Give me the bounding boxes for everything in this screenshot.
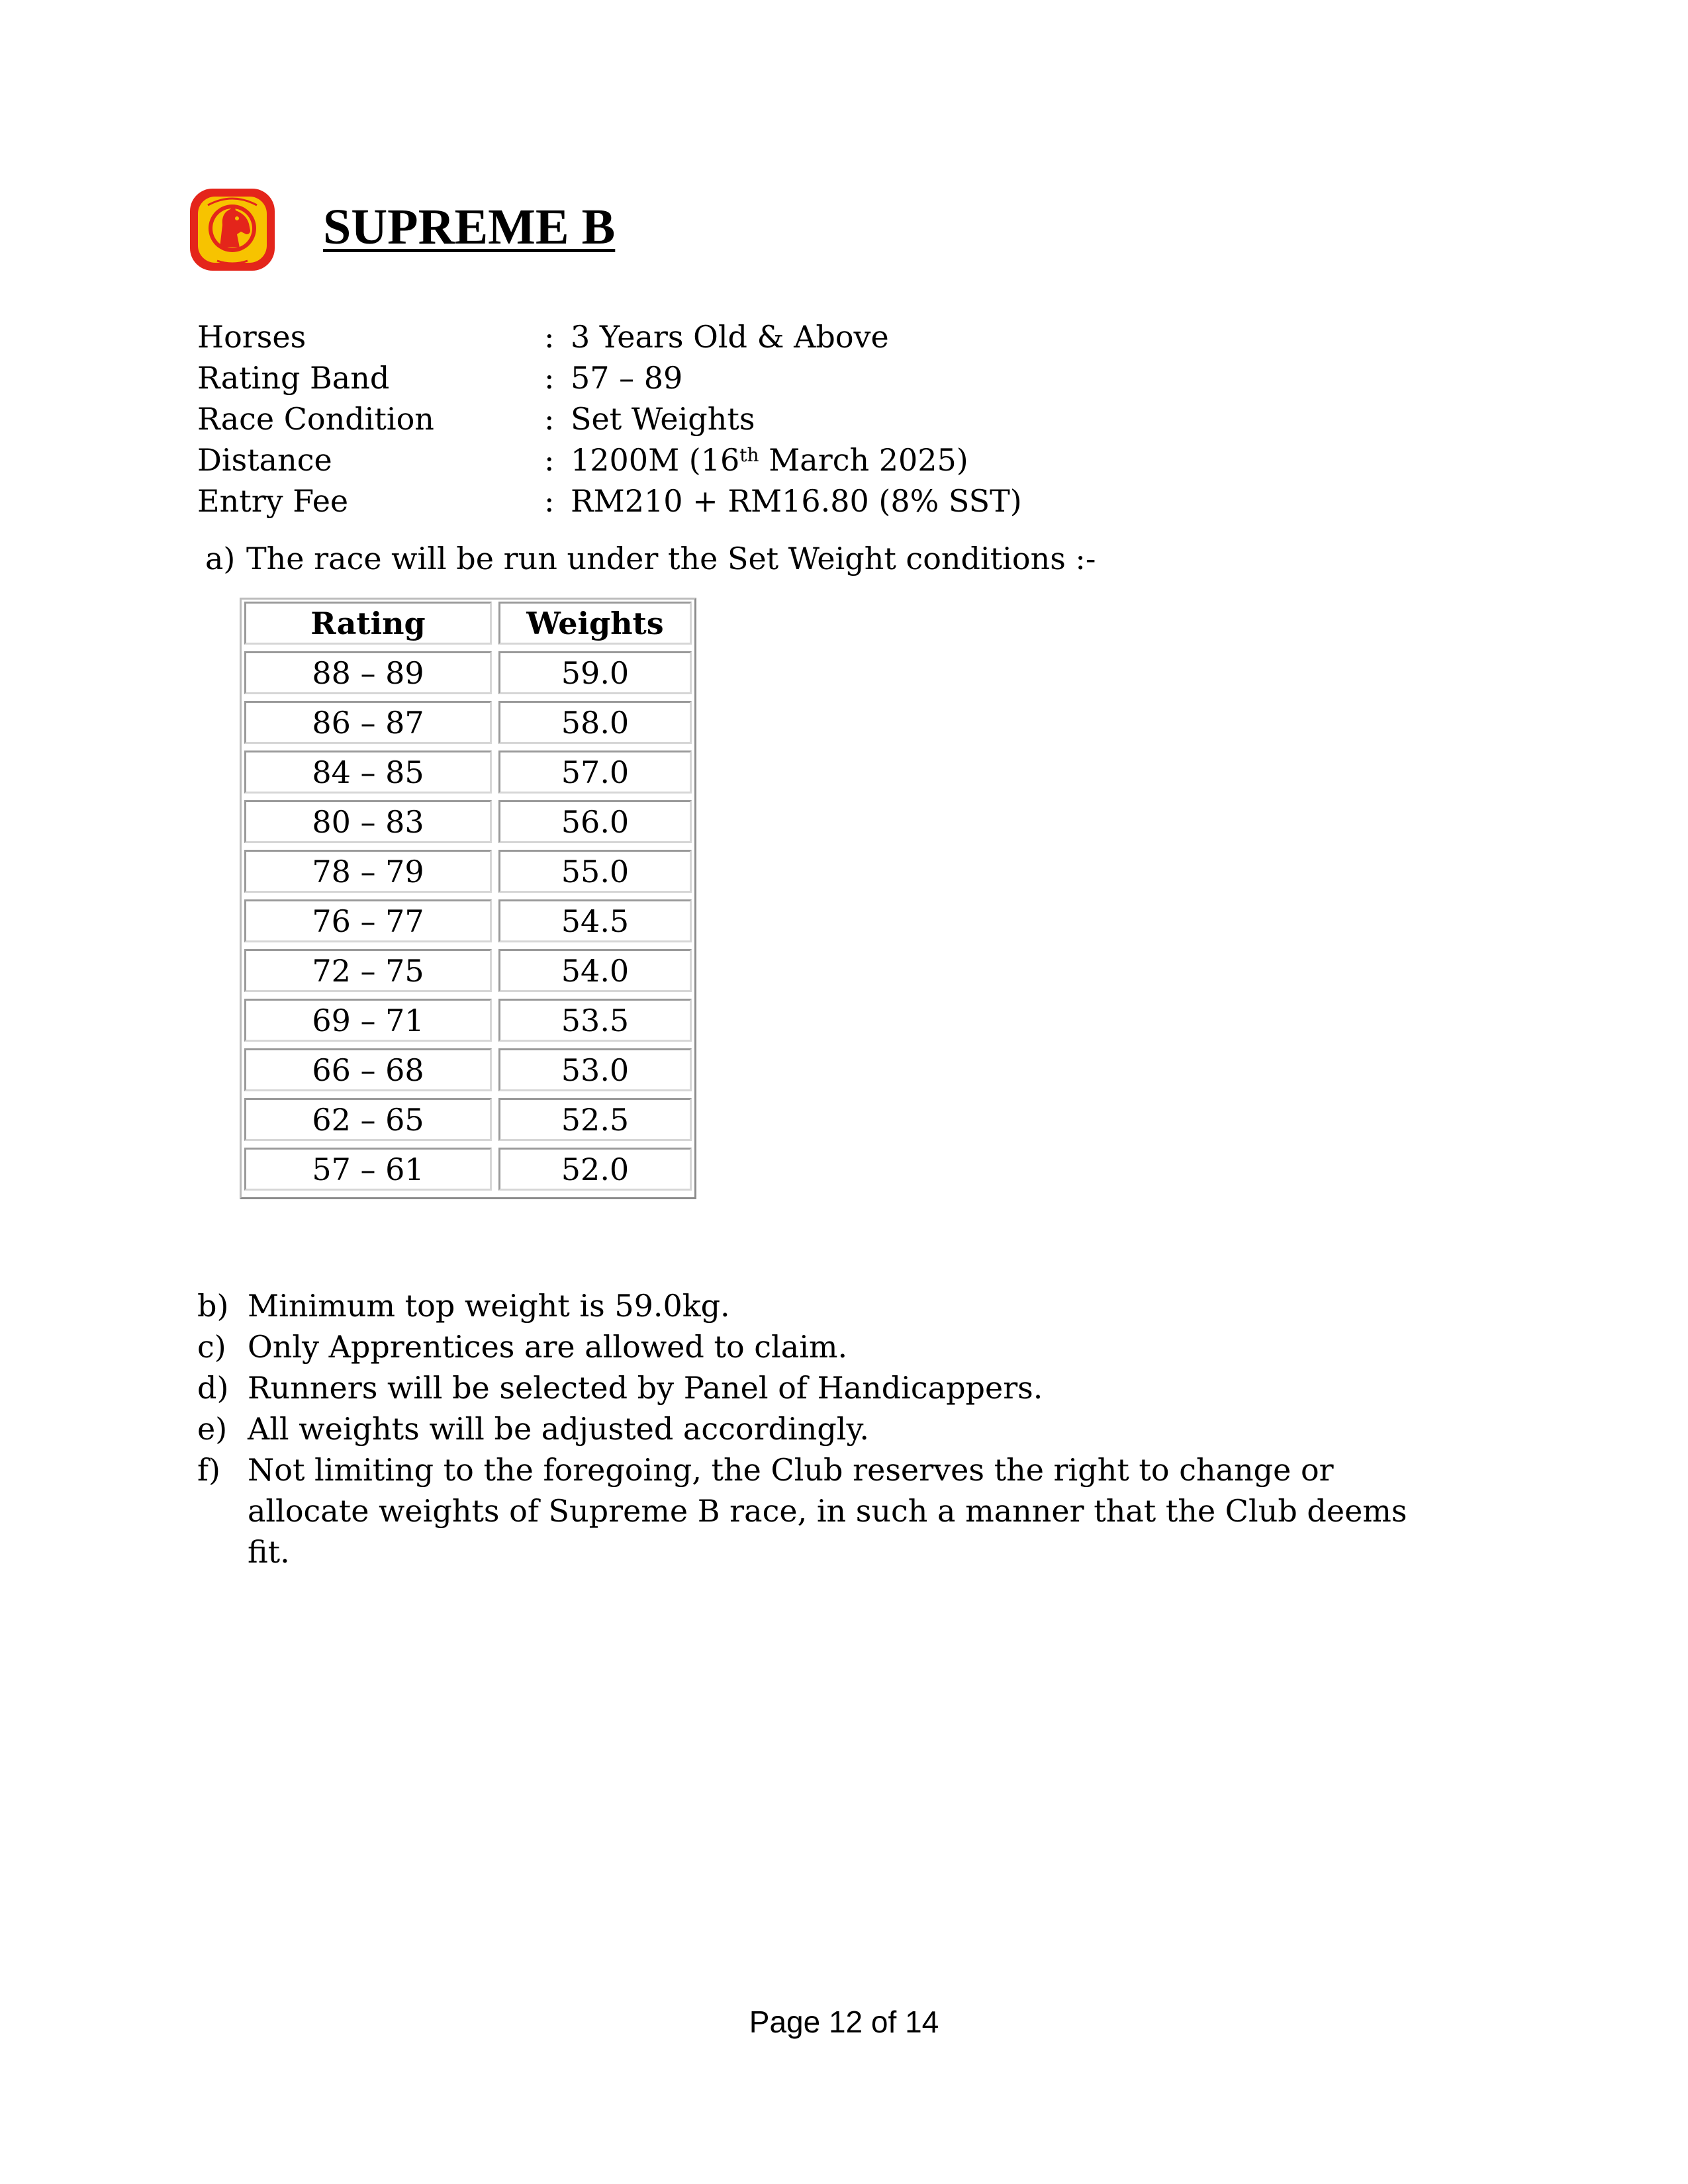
info-value — [571, 439, 968, 480]
info-value: Set Weights — [571, 401, 755, 437]
table-row — [244, 949, 692, 992]
list-marker: a) — [205, 541, 236, 576]
list-item — [197, 1449, 1452, 1572]
rating-cell: 80 – 83 — [244, 800, 492, 843]
table-row — [244, 800, 692, 843]
table-row — [244, 701, 692, 744]
list-item — [197, 1367, 1452, 1408]
info-colon: : — [544, 401, 555, 437]
list-marker: c) — [197, 1329, 226, 1365]
list-marker: f) — [197, 1452, 220, 1488]
list-marker: e) — [197, 1411, 228, 1447]
intro-text: The race will be run under the Set Weight conditions :- — [246, 541, 1096, 576]
info-row-race-condition — [197, 398, 1022, 439]
info-label: Race Condition — [197, 401, 434, 437]
rating-cell: 72 – 75 — [244, 949, 492, 992]
rating-cell: 66 – 68 — [244, 1048, 492, 1091]
info-row-rating-band — [197, 357, 1022, 398]
list-item-text: Only Apprentices are allowed to claim. — [248, 1329, 848, 1365]
table-row — [244, 751, 692, 794]
list-marker: b) — [197, 1288, 229, 1324]
weight-cell: 54.5 — [498, 899, 692, 942]
list-item-text: All weights will be adjusted accordingly. — [248, 1411, 870, 1447]
list-item-text: Runners will be selected by Panel of Handicappers. — [248, 1370, 1043, 1406]
weight-cell: 56.0 — [498, 800, 692, 843]
weight-cell: 55.0 — [498, 850, 692, 893]
rating-cell: 57 – 61 — [244, 1148, 492, 1191]
rating-cell: 84 – 85 — [244, 751, 492, 794]
table-row — [244, 1148, 692, 1191]
info-value: 57 – 89 — [571, 360, 683, 396]
set-weights-table — [240, 598, 696, 1199]
column-header-rating: Rating — [244, 602, 492, 645]
table-row — [244, 899, 692, 942]
info-label: Distance — [197, 442, 332, 478]
intro-note — [205, 541, 1096, 576]
table-header-row — [244, 602, 692, 645]
weight-cell: 53.0 — [498, 1048, 692, 1091]
rating-cell: 88 – 89 — [244, 651, 492, 694]
rating-cell: 78 – 79 — [244, 850, 492, 893]
info-row-horses — [197, 316, 1022, 357]
info-value: 3 Years Old & Above — [571, 319, 889, 355]
table-row — [244, 1098, 692, 1141]
table-row — [244, 850, 692, 893]
info-colon: : — [544, 319, 555, 355]
rating-cell: 86 – 87 — [244, 701, 492, 744]
ordinal-suffix: th — [739, 444, 759, 466]
weight-cell: 53.5 — [498, 999, 692, 1042]
info-row-entry-fee — [197, 480, 1022, 522]
list-marker: d) — [197, 1370, 229, 1406]
info-colon: : — [544, 483, 555, 519]
rating-cell: 62 – 65 — [244, 1098, 492, 1141]
weight-cell: 54.0 — [498, 949, 692, 992]
info-value-part: 1200M (16 — [571, 442, 740, 478]
page-title: SUPREME B — [323, 199, 616, 255]
column-header-weights: Weights — [498, 602, 692, 645]
list-item-text: Minimum top weight is 59.0kg. — [248, 1288, 730, 1324]
info-colon: : — [544, 360, 555, 396]
weight-cell: 52.0 — [498, 1148, 692, 1191]
info-label: Rating Band — [197, 360, 390, 396]
list-item — [197, 1326, 1452, 1367]
table-row — [244, 1048, 692, 1091]
info-row-distance — [197, 439, 1022, 480]
weight-cell: 57.0 — [498, 751, 692, 794]
weight-cell: 58.0 — [498, 701, 692, 744]
list-item — [197, 1285, 1452, 1326]
list-item-text: Not limiting to the foregoing, the Club reserves the right to change or allocate weights of Supreme B race, in such a manner that the Club deems fit. — [248, 1452, 1407, 1570]
club-crest-logo — [188, 187, 277, 273]
weight-cell: 59.0 — [498, 651, 692, 694]
info-value: RM210 + RM16.80 (8% SST) — [571, 483, 1022, 519]
race-info — [197, 316, 1022, 522]
rating-cell: 76 – 77 — [244, 899, 492, 942]
rating-cell: 69 – 71 — [244, 999, 492, 1042]
page-number: Page 12 of 14 — [749, 2005, 939, 2039]
info-value-part: March 2025) — [759, 442, 968, 478]
conditions-list — [197, 1285, 1452, 1572]
horse-crest-icon — [188, 187, 277, 273]
info-colon: : — [544, 442, 555, 478]
list-item — [197, 1408, 1452, 1449]
weight-cell: 52.5 — [498, 1098, 692, 1141]
info-label: Entry Fee — [197, 483, 349, 519]
info-label: Horses — [197, 319, 306, 355]
table-row — [244, 651, 692, 694]
table-row — [244, 999, 692, 1042]
